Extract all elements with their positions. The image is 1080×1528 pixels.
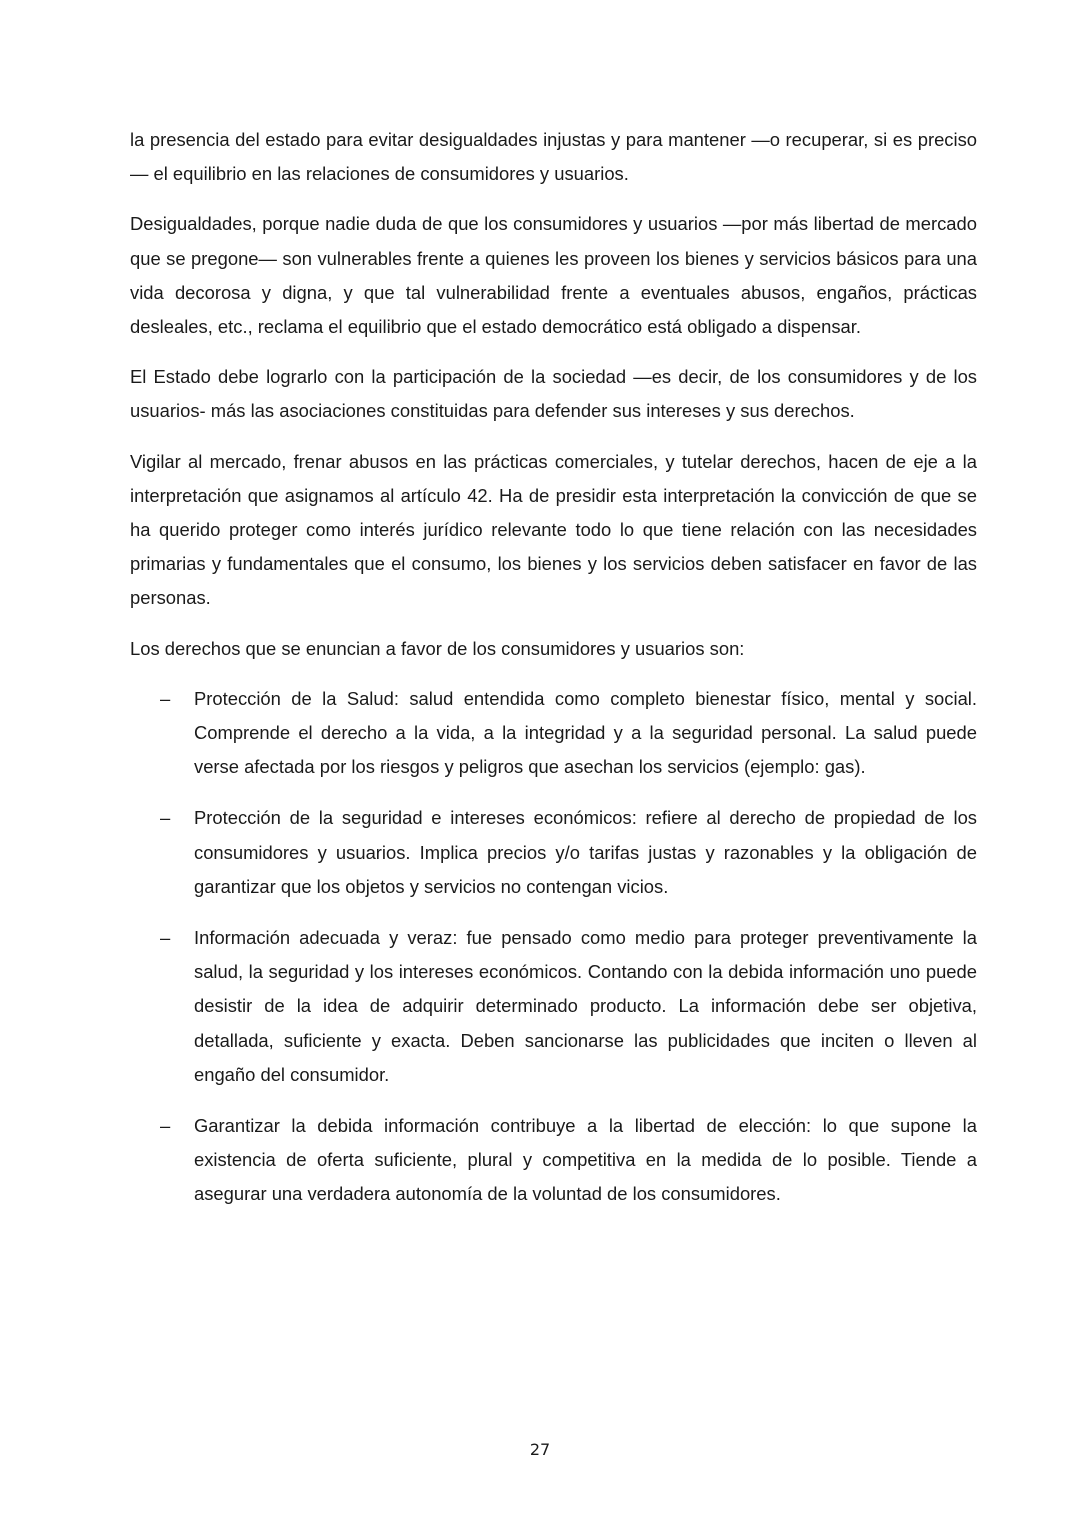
list-item [130, 682, 977, 785]
paragraph-3: El Estado debe lograrlo con la participación de la sociedad —es decir, de los consumidores y de los usuarios- más las asociaciones constituidas para defender sus intereses y sus derechos. [130, 366, 977, 422]
list-intro-paragraph: Los derechos que se enuncian a favor de los consumidores y usuarios son: [130, 637, 745, 659]
list-item [130, 1109, 977, 1212]
dash-bullet-icon: – [160, 1115, 171, 1137]
rights-list [130, 682, 977, 1212]
paragraph-1: la presencia del estado para evitar desigualdades injustas y para mantener —o recuperar, si es preciso— el equilibrio en las relaciones de consumidores y usuarios. [130, 129, 977, 185]
page-body [130, 123, 977, 1229]
paragraph-2: Desigualdades, porque nadie duda de que los consumidores y usuarios —por más libertad de mercado que se pregone— son vulnerables frente a quienes les proveen los bienes y servicios básicos para una vida decorosa y digna, y que tal vulnerabilidad frente a eventuales abusos, engaños, prácticas desleales, etc., reclama el equilibrio que el estado democrático está obligado a dispensar. [130, 213, 977, 338]
list-item-text: Garantizar la debida información contribuye a la libertad de elección: lo que supone la existencia de oferta suficiente, plural y competitiva en la medida de lo posible. Tiende a asegurar una verdadera autonomía de la voluntad de los consumidores. [194, 1115, 977, 1205]
dash-bullet-icon: – [160, 687, 171, 709]
list-item [130, 801, 977, 904]
list-item-text: Protección de la Salud: salud entendida como completo bienestar físico, mental y social. Comprende el derecho a la vida, a la integridad y a la seguridad personal. La salud puede verse afectada por los riesgos y peligros que asechan los servicios (ejemplo: gas). [194, 687, 977, 778]
list-item-text: Protección de la seguridad e intereses económicos: refiere al derecho de propiedad de los consumidores y usuarios. Implica precios y/o tarifas justas y razonables y la obligación de garantizar que los objetos y servicios no contengan vicios. [194, 807, 977, 897]
dash-bullet-icon: – [160, 927, 171, 949]
list-item-text: Información adecuada y veraz: fue pensado como medio para proteger preventivamente la salud, la seguridad y los intereses económicos. Contando con la debida información uno puede desistir de la idea de adquirir determinado producto. La información debe ser objetiva, detallada, suficiente y exacta. Deben sancionarse las publicidades que inciten o lleven al engaño del consumidor. [194, 927, 977, 1085]
paragraph-4: Vigilar al mercado, frenar abusos en las prácticas comerciales, y tutelar derechos, hacen de eje a la interpretación que asignamos al artículo 42. Ha de presidir esta interpretación la convicción de que se ha querido proteger como interés jurídico relevante todo lo que tiene relación con las necesidades primarias y fundamentales que el consumo, los bienes y los servicios deben satisfacer en favor de las personas. [130, 450, 977, 609]
dash-bullet-icon: – [160, 807, 171, 829]
page-number: 27 [529, 1440, 551, 1459]
list-item [130, 921, 977, 1092]
